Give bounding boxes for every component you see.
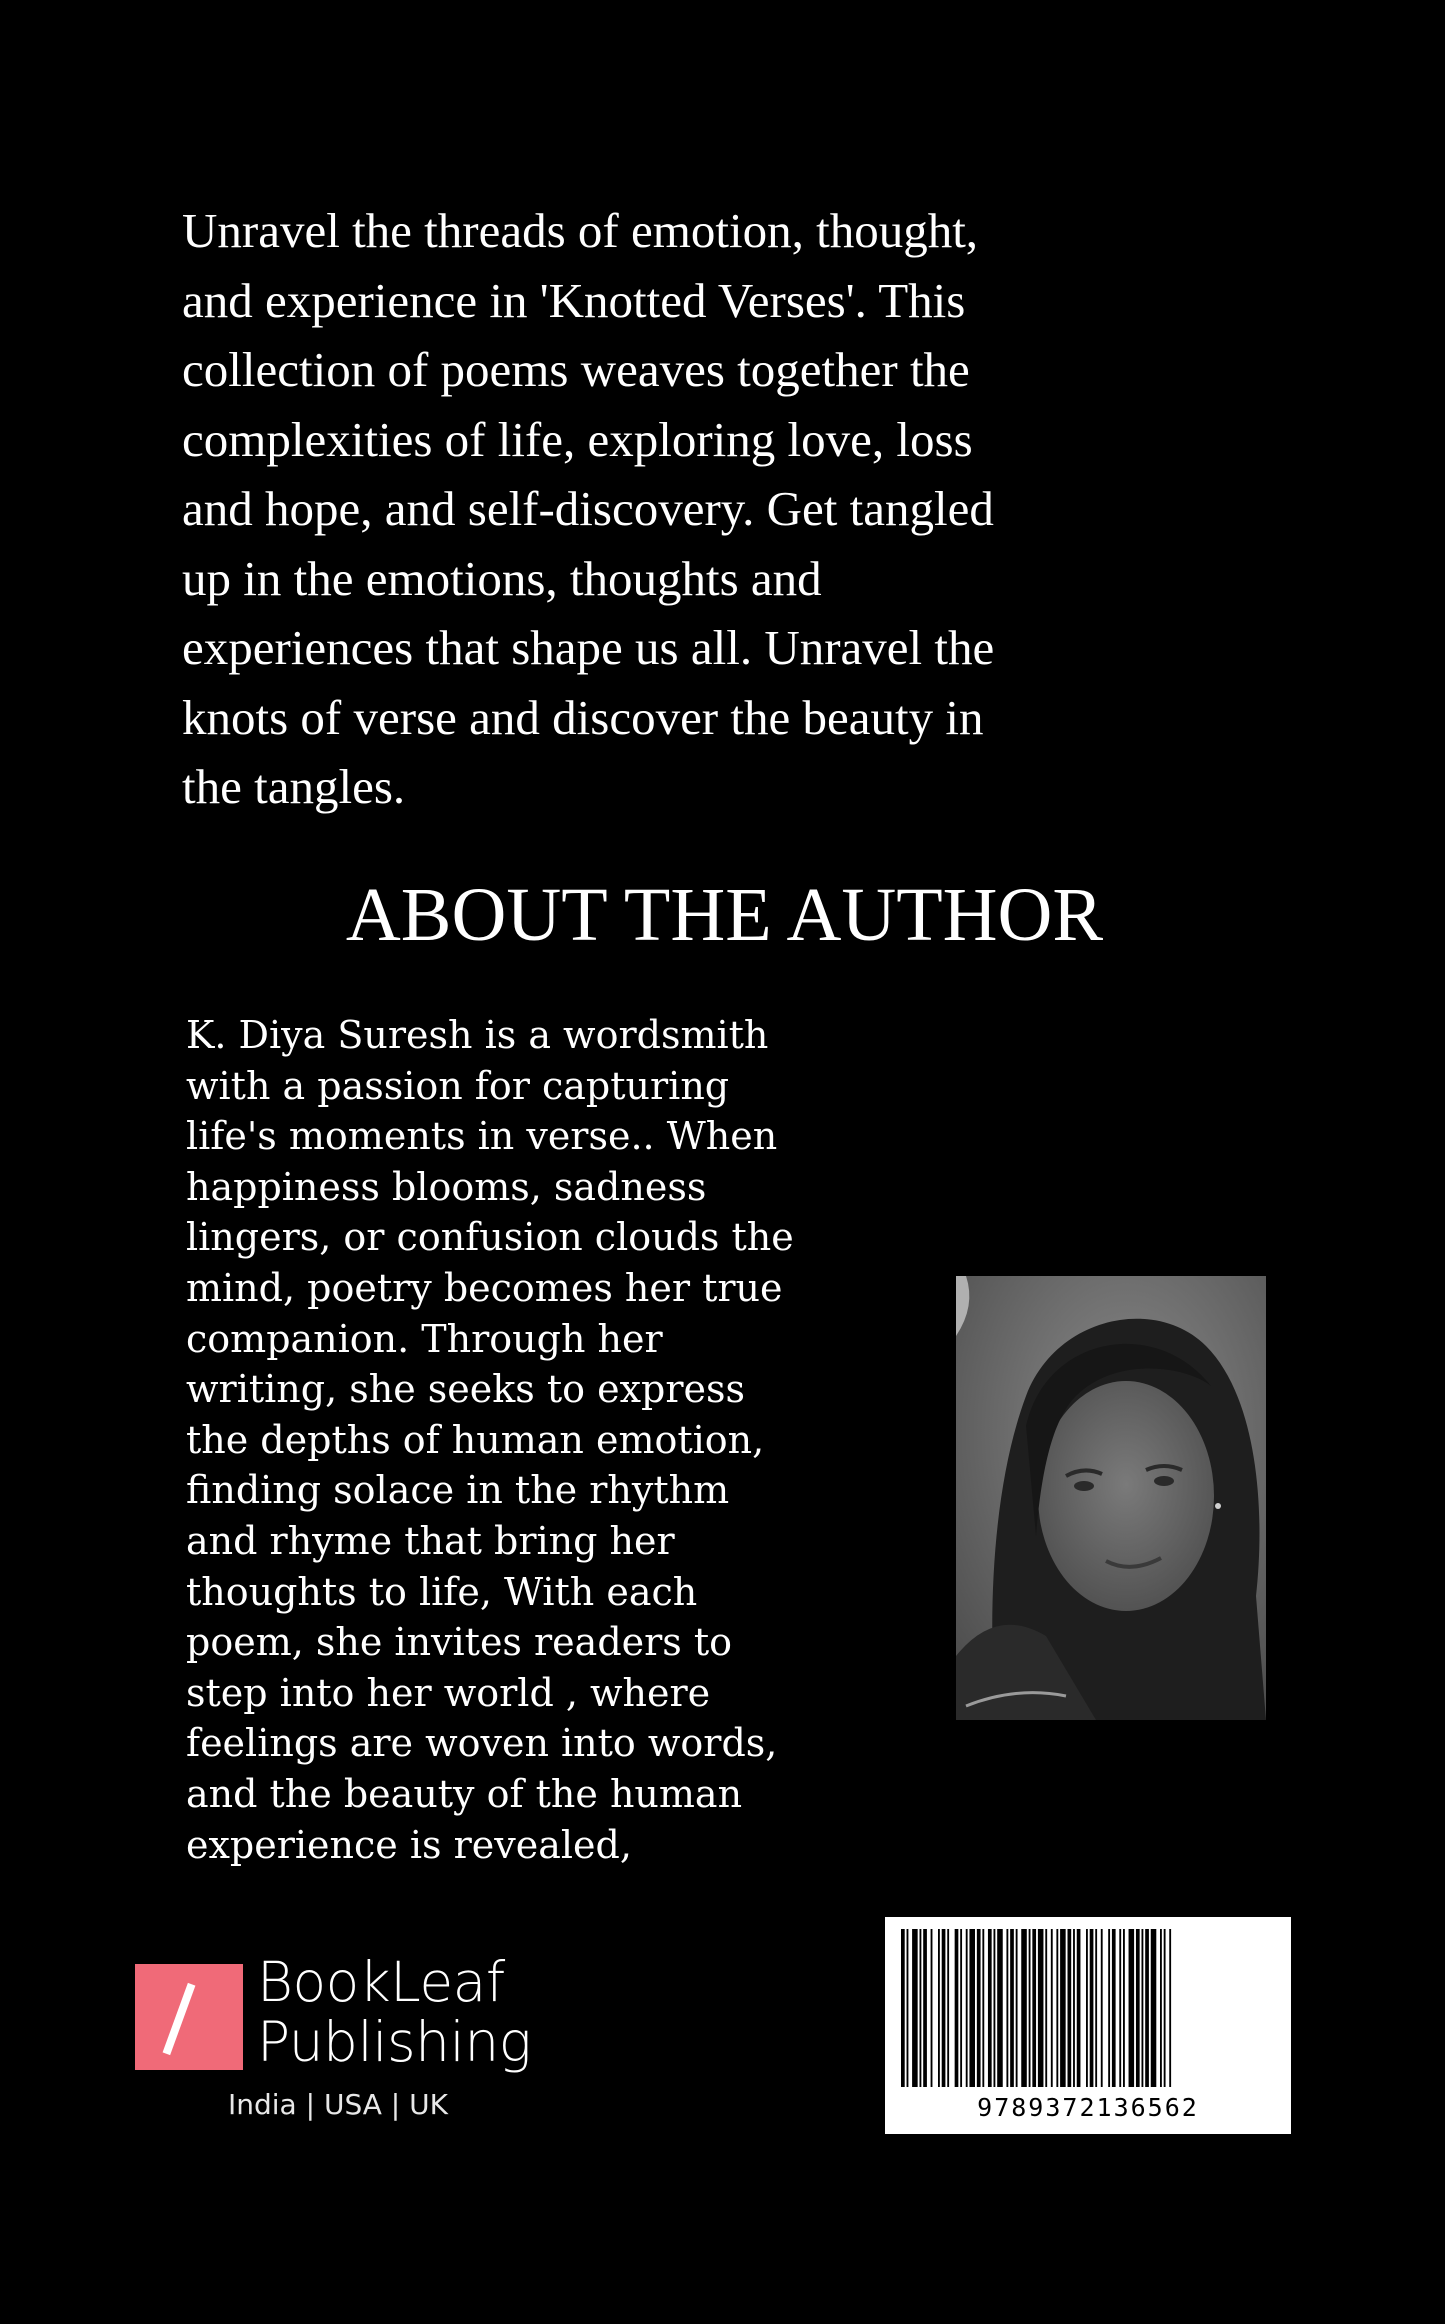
publisher-name-line: BookLeaf xyxy=(257,1950,505,2014)
about-heading-text: ABOUT THE AUTHOR xyxy=(345,873,1104,957)
blurb-line: knots of verse and discover the beauty in xyxy=(182,689,984,745)
barcode-bar xyxy=(1045,1929,1047,2087)
barcode-bar xyxy=(938,1929,940,2087)
barcode-bar xyxy=(901,1929,905,2087)
barcode-bar xyxy=(1164,1929,1166,2087)
barcode-bar xyxy=(982,1929,984,2087)
bio-line: with a passion for capturing xyxy=(186,1063,730,1108)
barcode-bar xyxy=(1090,1929,1094,2087)
blurb-line: and hope, and self-discovery. Get tangled xyxy=(182,481,994,536)
barcode-bar xyxy=(977,1929,981,2087)
barcode-bar xyxy=(1129,1929,1135,2087)
barcode-bar xyxy=(1032,1929,1036,2087)
barcode-bar xyxy=(960,1929,962,2087)
barcode-bar xyxy=(1010,1929,1014,2087)
barcode-bar xyxy=(1068,1929,1072,2087)
bio-line: the depths of human emotion, xyxy=(186,1417,765,1462)
barcode-bar xyxy=(1136,1929,1140,2087)
author-bio xyxy=(186,1010,906,1870)
bio-line: companion. Through her xyxy=(186,1316,663,1361)
bio-line: feelings are woven into words, xyxy=(186,1721,778,1766)
isbn-number: 9789372136562 xyxy=(977,2093,1199,2122)
barcode-bar xyxy=(931,1929,933,2087)
barcode-bar xyxy=(1029,1929,1031,2087)
barcode-bar xyxy=(1006,1929,1008,2087)
barcode-bar xyxy=(923,1929,927,2087)
bio-line: writing, she seeks to express xyxy=(186,1367,745,1412)
barcode-bar xyxy=(1169,1929,1171,2087)
barcode-bar xyxy=(969,1929,975,2087)
blurb-line: complexities of life, exploring love, loss xyxy=(182,411,973,467)
barcode-bar xyxy=(1038,1929,1044,2087)
barcode-bar xyxy=(1056,1929,1058,2087)
barcode-bar xyxy=(1151,1929,1157,2087)
bio-line: K. Diya Suresh is a wordsmith xyxy=(186,1013,769,1057)
isbn-barcode xyxy=(885,1917,1291,2134)
barcode-bar xyxy=(1077,1929,1081,2087)
author-photo-image xyxy=(956,1276,1266,1720)
barcode-bar xyxy=(942,1929,946,2087)
barcode-bar xyxy=(1145,1929,1149,2087)
barcode-bar xyxy=(955,1929,959,2087)
bio-line: and the beauty of the human xyxy=(186,1771,743,1816)
blurb-line: collection of poems weaves together the xyxy=(182,342,970,397)
bio-line: experience is revealed, xyxy=(186,1822,632,1867)
bio-line: poem, she invites readers to xyxy=(186,1620,733,1665)
blurb-line: and experience in 'Knotted Verses'. This xyxy=(182,272,966,328)
blurb-line: up in the emotions, thoughts and xyxy=(182,550,822,606)
bio-line: happiness blooms, sadness xyxy=(186,1164,707,1209)
publisher-mark-icon xyxy=(135,1964,243,2070)
bio-line: life's moments in verse.. When xyxy=(186,1114,778,1159)
barcode-bar xyxy=(920,1929,922,2087)
barcode-bar xyxy=(1016,1929,1018,2087)
barcode-bar xyxy=(907,1929,909,2087)
about-the-author-heading xyxy=(0,870,1445,960)
barcode-bar xyxy=(994,1929,996,2087)
barcode-bar xyxy=(997,1929,1003,2087)
publisher-logo xyxy=(135,1950,555,2130)
bio-line: and rhyme that bring her xyxy=(186,1518,675,1563)
barcode-bar xyxy=(1060,1929,1066,2087)
barcode-bar xyxy=(1101,1929,1103,2087)
barcode-bar xyxy=(1160,1929,1162,2087)
barcode-bar xyxy=(1142,1929,1144,2087)
barcode-bar xyxy=(1073,1929,1075,2087)
bio-line: step into her world , where xyxy=(186,1670,711,1715)
barcode-bar xyxy=(988,1929,992,2087)
slash-icon xyxy=(163,1983,196,2055)
barcode-bar xyxy=(1112,1929,1116,2087)
bio-line: thoughts to life, With each xyxy=(186,1569,698,1614)
barcode-bar xyxy=(1021,1929,1027,2087)
bio-line: finding solace in the rhythm xyxy=(186,1468,730,1513)
barcode-bar xyxy=(1051,1929,1053,2087)
publisher-regions: India | USA | UK xyxy=(228,2088,448,2121)
barcode-bar xyxy=(947,1929,949,2087)
barcode-bar xyxy=(1086,1929,1088,2087)
bio-line: lingers, or confusion clouds the xyxy=(186,1215,794,1260)
barcode-bar xyxy=(912,1929,918,2087)
barcode-icon xyxy=(899,1929,1277,2087)
blurb-line: Unravel the threads of emotion, thought, xyxy=(182,203,979,258)
barcode-bar xyxy=(1119,1929,1121,2087)
book-blurb xyxy=(182,196,1102,822)
barcode-bar xyxy=(966,1929,968,2087)
author-photo xyxy=(956,1276,1266,1720)
publisher-name xyxy=(257,1952,531,2072)
barcode-bar xyxy=(1095,1929,1097,2087)
barcode-bar xyxy=(1123,1929,1125,2087)
blurb-line: experiences that shape us all. Unravel the xyxy=(182,620,995,675)
barcode-bar xyxy=(1108,1929,1110,2087)
blurb-line: the tangles. xyxy=(182,759,406,814)
bio-line: mind, poetry becomes her true xyxy=(186,1265,783,1310)
publisher-name-line: Publishing xyxy=(257,2010,532,2074)
